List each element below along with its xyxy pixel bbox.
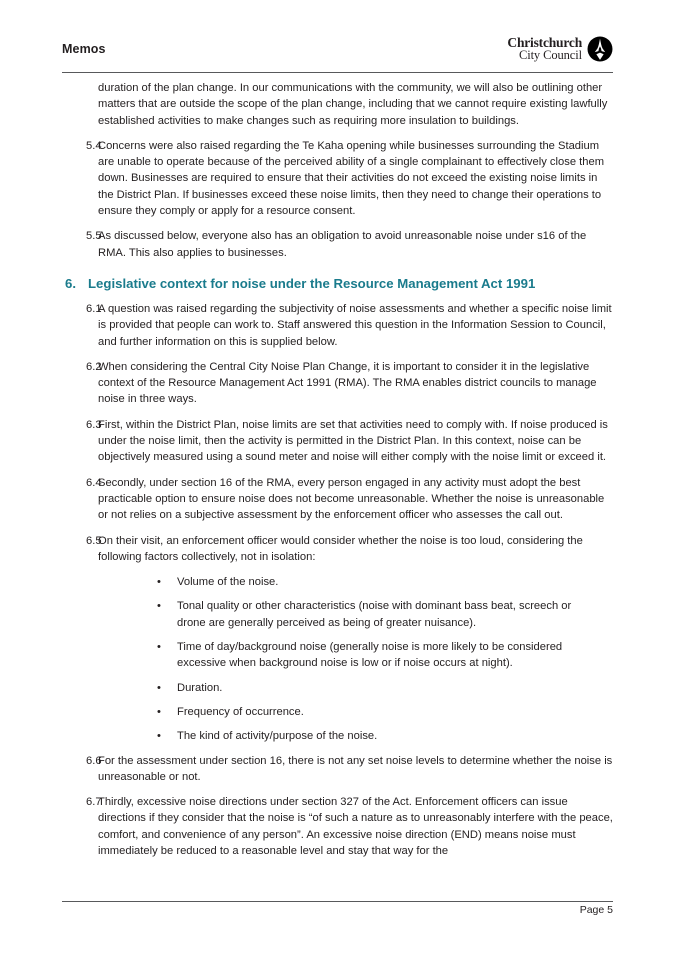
page-header	[62, 36, 613, 70]
section-heading-6	[62, 275, 613, 293]
paragraph-5-4	[62, 138, 613, 219]
paragraph-text: On their visit, an enforcement officer would consider whether the noise is too loud, considering the following factors collectively, not in isolation:	[98, 534, 583, 563]
paragraph-text: Secondly, under section 16 of the RMA, every person engaged in any activity must adopt the best practicable option to ensure noise does not become unreasonable. Whether the noise is unreasonable or not relies on a subjective assessment by the enforcement officer who assesses the call out.	[98, 476, 605, 522]
paragraph-number: 6.4	[86, 476, 102, 489]
paragraph-text: A question was raised regarding the subjectivity of noise assessments and whether a specific noise limit is provided that people can work to. Staff answered this question in the Information Session to Council, and further information on this is supplied below.	[98, 302, 612, 348]
paragraph-number: 6.5	[86, 534, 102, 547]
list-item-text: Duration.	[177, 681, 223, 694]
list-item-text: Time of day/background noise (generally noise is more likely to be considered excessive when background noise is low or if noise occurs at night).	[177, 641, 563, 670]
paragraph-6-6	[62, 753, 613, 786]
logo-wordmark	[507, 34, 582, 62]
bullet-marker-icon: •	[157, 600, 161, 613]
christchurch-city-council-emblem-icon	[587, 36, 613, 62]
paragraph-number: 6.2	[86, 360, 102, 373]
paragraph-number: 6.3	[86, 418, 102, 431]
bullet-marker-icon: •	[157, 681, 161, 694]
header-divider	[62, 72, 613, 73]
list-item	[62, 574, 613, 590]
paragraph-text: When considering the Central City Noise Plan Change, it is important to consider it in the legislative context of the Resource Management Act 1991 (RMA). The RMA enables district councils to manage noise in three ways.	[98, 360, 597, 406]
list-item-text: Volume of the noise.	[177, 576, 279, 589]
paragraph-text: Concerns were also raised regarding the Te Kaha opening while businesses surrounding the Stadium are unable to operate because of the perceived ability of a single complainant to effectively close them down. Businesses are required to ensure that their activities do not exceed the existing noise limits in the District Plan. If businesses exceed these noise limits, then they need to change their operations to ensure they comply or apply for a resource consent.	[98, 139, 605, 218]
paragraph-number: 5.5	[86, 230, 102, 243]
page-number-label: Page 5	[579, 904, 613, 916]
list-item	[62, 704, 613, 720]
footer-divider	[62, 901, 613, 902]
paragraph-number: 6.1	[86, 302, 102, 315]
bullet-marker-icon: •	[157, 641, 161, 654]
paragraph-text: As discussed below, everyone also has an obligation to avoid unreasonable noise under s16 of the RMA. This also applies to businesses.	[98, 230, 587, 259]
page-footer	[62, 904, 613, 916]
paragraph-text: First, within the District Plan, noise limits are set that activities need to comply with. If noise produced is under the noise limit, then the activity is permitted in the District Plan. In this context, noise can be objectively measured using a sound meter and noise will either comply with the noise limit or exceed it.	[98, 418, 608, 464]
paragraph-6-7	[62, 794, 613, 859]
list-item-text: Frequency of occurrence.	[177, 705, 304, 718]
list-item	[62, 639, 613, 672]
list-item-text: The kind of activity/purpose of the noise.	[177, 730, 378, 743]
paragraph-6-2	[62, 359, 613, 408]
bullet-marker-icon: •	[157, 576, 161, 589]
paragraph-text: duration of the plan change. In our communications with the community, we will also be outlining other matters that are outside the scope of the plan change, including that we cannot require existing lawfully established activities to make changes such as requiring more insulation to buildings.	[98, 82, 608, 127]
continued-paragraph	[62, 80, 613, 129]
noise-factors-list	[62, 574, 613, 744]
paragraph-6-4	[62, 475, 613, 524]
paragraph-number: 5.4	[86, 139, 102, 152]
paragraph-6-5	[62, 533, 613, 566]
paragraph-5-5	[62, 228, 613, 261]
list-item	[62, 680, 613, 696]
bullet-marker-icon: •	[157, 705, 161, 718]
paragraph-text: For the assessment under section 16, there is not any set noise levels to determine whether the noise is unreasonable or not.	[98, 754, 613, 783]
paragraph-6-1	[62, 301, 613, 350]
paragraph-6-3	[62, 417, 613, 466]
logo-line-1: Christchurch	[507, 34, 582, 50]
list-item	[62, 598, 613, 631]
paragraph-number: 6.7	[86, 796, 102, 809]
paragraph-number: 6.6	[86, 754, 102, 767]
list-item	[62, 728, 613, 744]
section-number: 6.	[65, 275, 76, 291]
bullet-marker-icon: •	[157, 730, 161, 743]
document-body	[62, 80, 613, 868]
logo-line-2: City Council	[518, 48, 582, 62]
list-item-text: Tonal quality or other characteristics (noise with dominant bass beat, screech or drone are generally perceived as being of greater nuisance).	[177, 600, 572, 629]
document-kind-label: Memos	[62, 42, 106, 56]
paragraph-text: Thirdly, excessive noise directions under section 327 of the Act. Enforcement officers can issue directions if they consider that the noise is “of such a nature as to unreasonably interfere with the peace, comfort, and convenience of any person”. An excessive noise direction (END) means noise must immediately be reduced to a reasonable level and stay that way for the	[98, 796, 613, 857]
organisation-logo	[507, 36, 613, 62]
section-title: Legislative context for noise under the Resource Management Act 1991	[88, 275, 536, 291]
